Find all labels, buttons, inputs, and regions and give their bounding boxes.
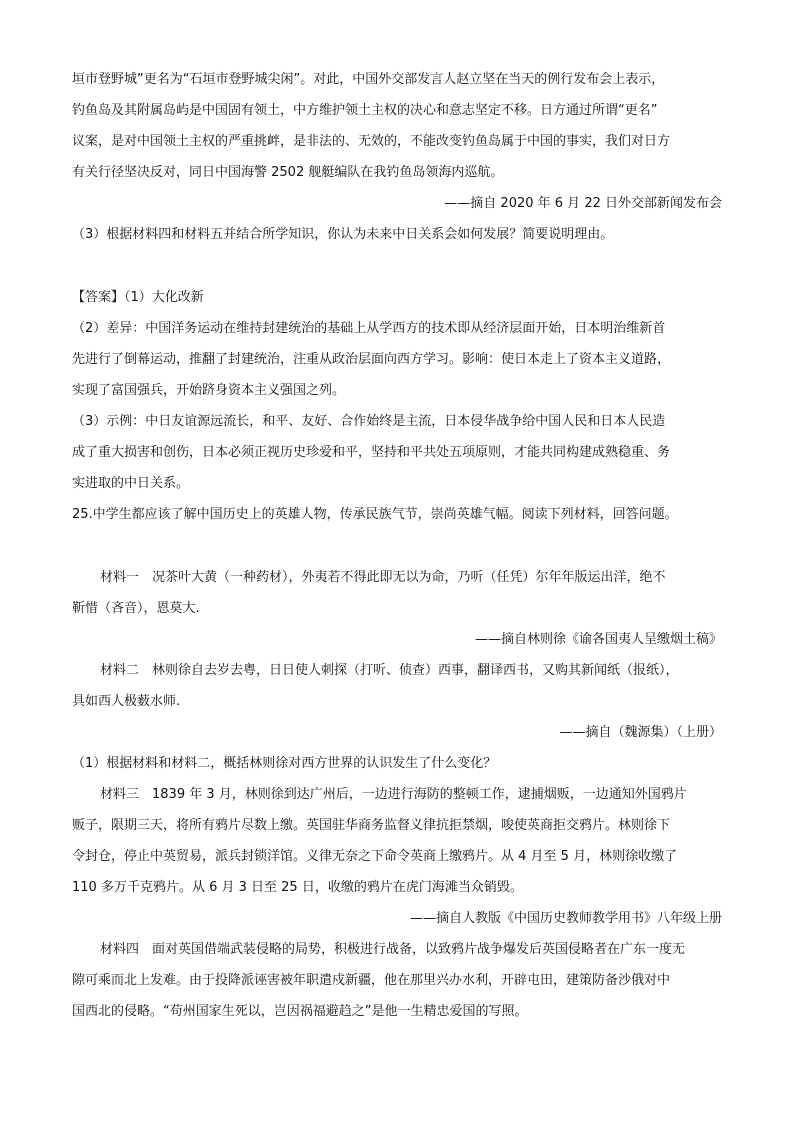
- material3-source: ——摘自人教版《中国历史教师教学用书》八年级上册: [409, 911, 722, 926]
- material1-line-2: 靳惜（吝音），恩莫大.: [72, 601, 200, 616]
- material3-line-1: 材料三 1839 年 3 月，林则徐到达广州后，一边进行海防的整顿工作，逮捕烟贩，一边通知外国鸦片: [100, 787, 687, 802]
- answer-part3-line-1: （3）示例：中日友谊源远流长，和平、友好、合作始终是主流，日本侵华战争给中国人民和日本人民造: [72, 414, 666, 429]
- answer-part3-line-3: 实进取的中日关系。: [72, 476, 190, 491]
- material1-source: ——摘自林则徐《谕各国夷人呈缴烟土稿》: [474, 632, 722, 647]
- answer-part3-line-2: 成了重大损害和创伤，日本必须正视历史珍爱和平，坚持和平共处五项原则，才能共同构建成熟稳重、务: [72, 445, 671, 460]
- material3-line-3: 令封仓，停止中英贸易，派兵封锁洋馆。义律无奈之下命令英商上缴鸦片。从 4 月至 5 月，林则徐收缴了: [72, 849, 678, 864]
- material2-source: ——摘自（魏源集）（上册）: [559, 725, 722, 740]
- answer-label: 【答案】（1）大化改新: [72, 290, 204, 305]
- material5-line-3: 议案，是对中国领土主权的严重挑衅，是非法的、无效的，不能改变钓鱼岛属于中国的事实，我们对日方: [72, 134, 671, 149]
- question-3: （3）根据材料四和材料五并结合所学知识，你认为未来中日关系会如何发展？简要说明理由。: [72, 227, 614, 242]
- material2-line-2: 具如西人极薮水师.: [72, 694, 181, 709]
- material3-line-2: 贩子，限期三天，将所有鸦片尽数上缴。英国驻华商务监督义律抗拒禁烟，唆使英商拒交鸦片。林则徐下: [72, 818, 671, 833]
- material4-line-3: 国西北的侵略。“苟州国家生死以，岂因祸福避趋之”是他一生精忠爱国的写照。: [72, 1004, 528, 1019]
- answer-part2-line-3: 实现了富国强兵，开始跻身资本主义强国之列。: [72, 383, 346, 398]
- answer-part2-line-1: （2）差异：中国洋务运动在维持封建统治的基础上从学西方的技术即从经济层面开始，日本明治维新首: [72, 321, 666, 336]
- material5-line-2: 钓鱼岛及其附属岛屿是中国固有领土，中方维护领土主权的决心和意志坚定不移。日方通过所谓“更名”: [72, 103, 658, 118]
- material5-line-1: 垣市登野城”更名为“石垣市登野城尖闲”。对此，中国外交部发言人赵立坚在当天的例行发布会上表示，: [72, 72, 665, 87]
- material5-source: ——摘自 2020 年 6 月 22 日外交部新闻发布会: [444, 196, 722, 211]
- sub-question-1: （1）根据材料和材料二，概括林则徐对西方世界的认识发生了什么变化？: [72, 756, 497, 771]
- material3-line-4: 110 多万千克鸦片。从 6 月 3 日至 25 日，收缴的鸦片在虎门海滩当众销毁。: [72, 880, 523, 895]
- material4-line-1: 材料四 面对英国借端武装侵略的局势，积极进行战备，以致鸦片战争爆发后英国侵略者在广东一度无: [100, 942, 686, 957]
- material2-line-1: 材料二 林则徐自去岁去粤，日日使人刺探（打听、侦查）西事，翻译西书，又购其新闻纸（报纸），: [100, 663, 679, 678]
- question-25-intro: 25.中学生都应该了解中国历史上的英雄人物，传承民族气节，崇尚英雄气幅。阅读下列材料，回答问题。: [72, 507, 678, 522]
- material4-line-2: 隙可乘而北上发难。由于投降派诬害被年职遣戍新疆，他在那里兴办水利，开辟屯田，建策防备沙俄对中: [72, 973, 671, 988]
- material1-line-1: 材料一 况茶叶大黄（一种药材），外夷若不得此即无以为命，乃听（任凭）尔年年版运出洋，绝不: [100, 570, 666, 585]
- answer-part2-line-2: 先进行了倒幕运动，推翻了封建统治，注重从政治层面向西方学习。影响：使日本走上了资本主义道路，: [72, 352, 671, 367]
- material5-line-4: 有关行径坚决反对，同日中国海警 2502 舰艇编队在我钓鱼岛领海内巡航。: [72, 165, 504, 180]
